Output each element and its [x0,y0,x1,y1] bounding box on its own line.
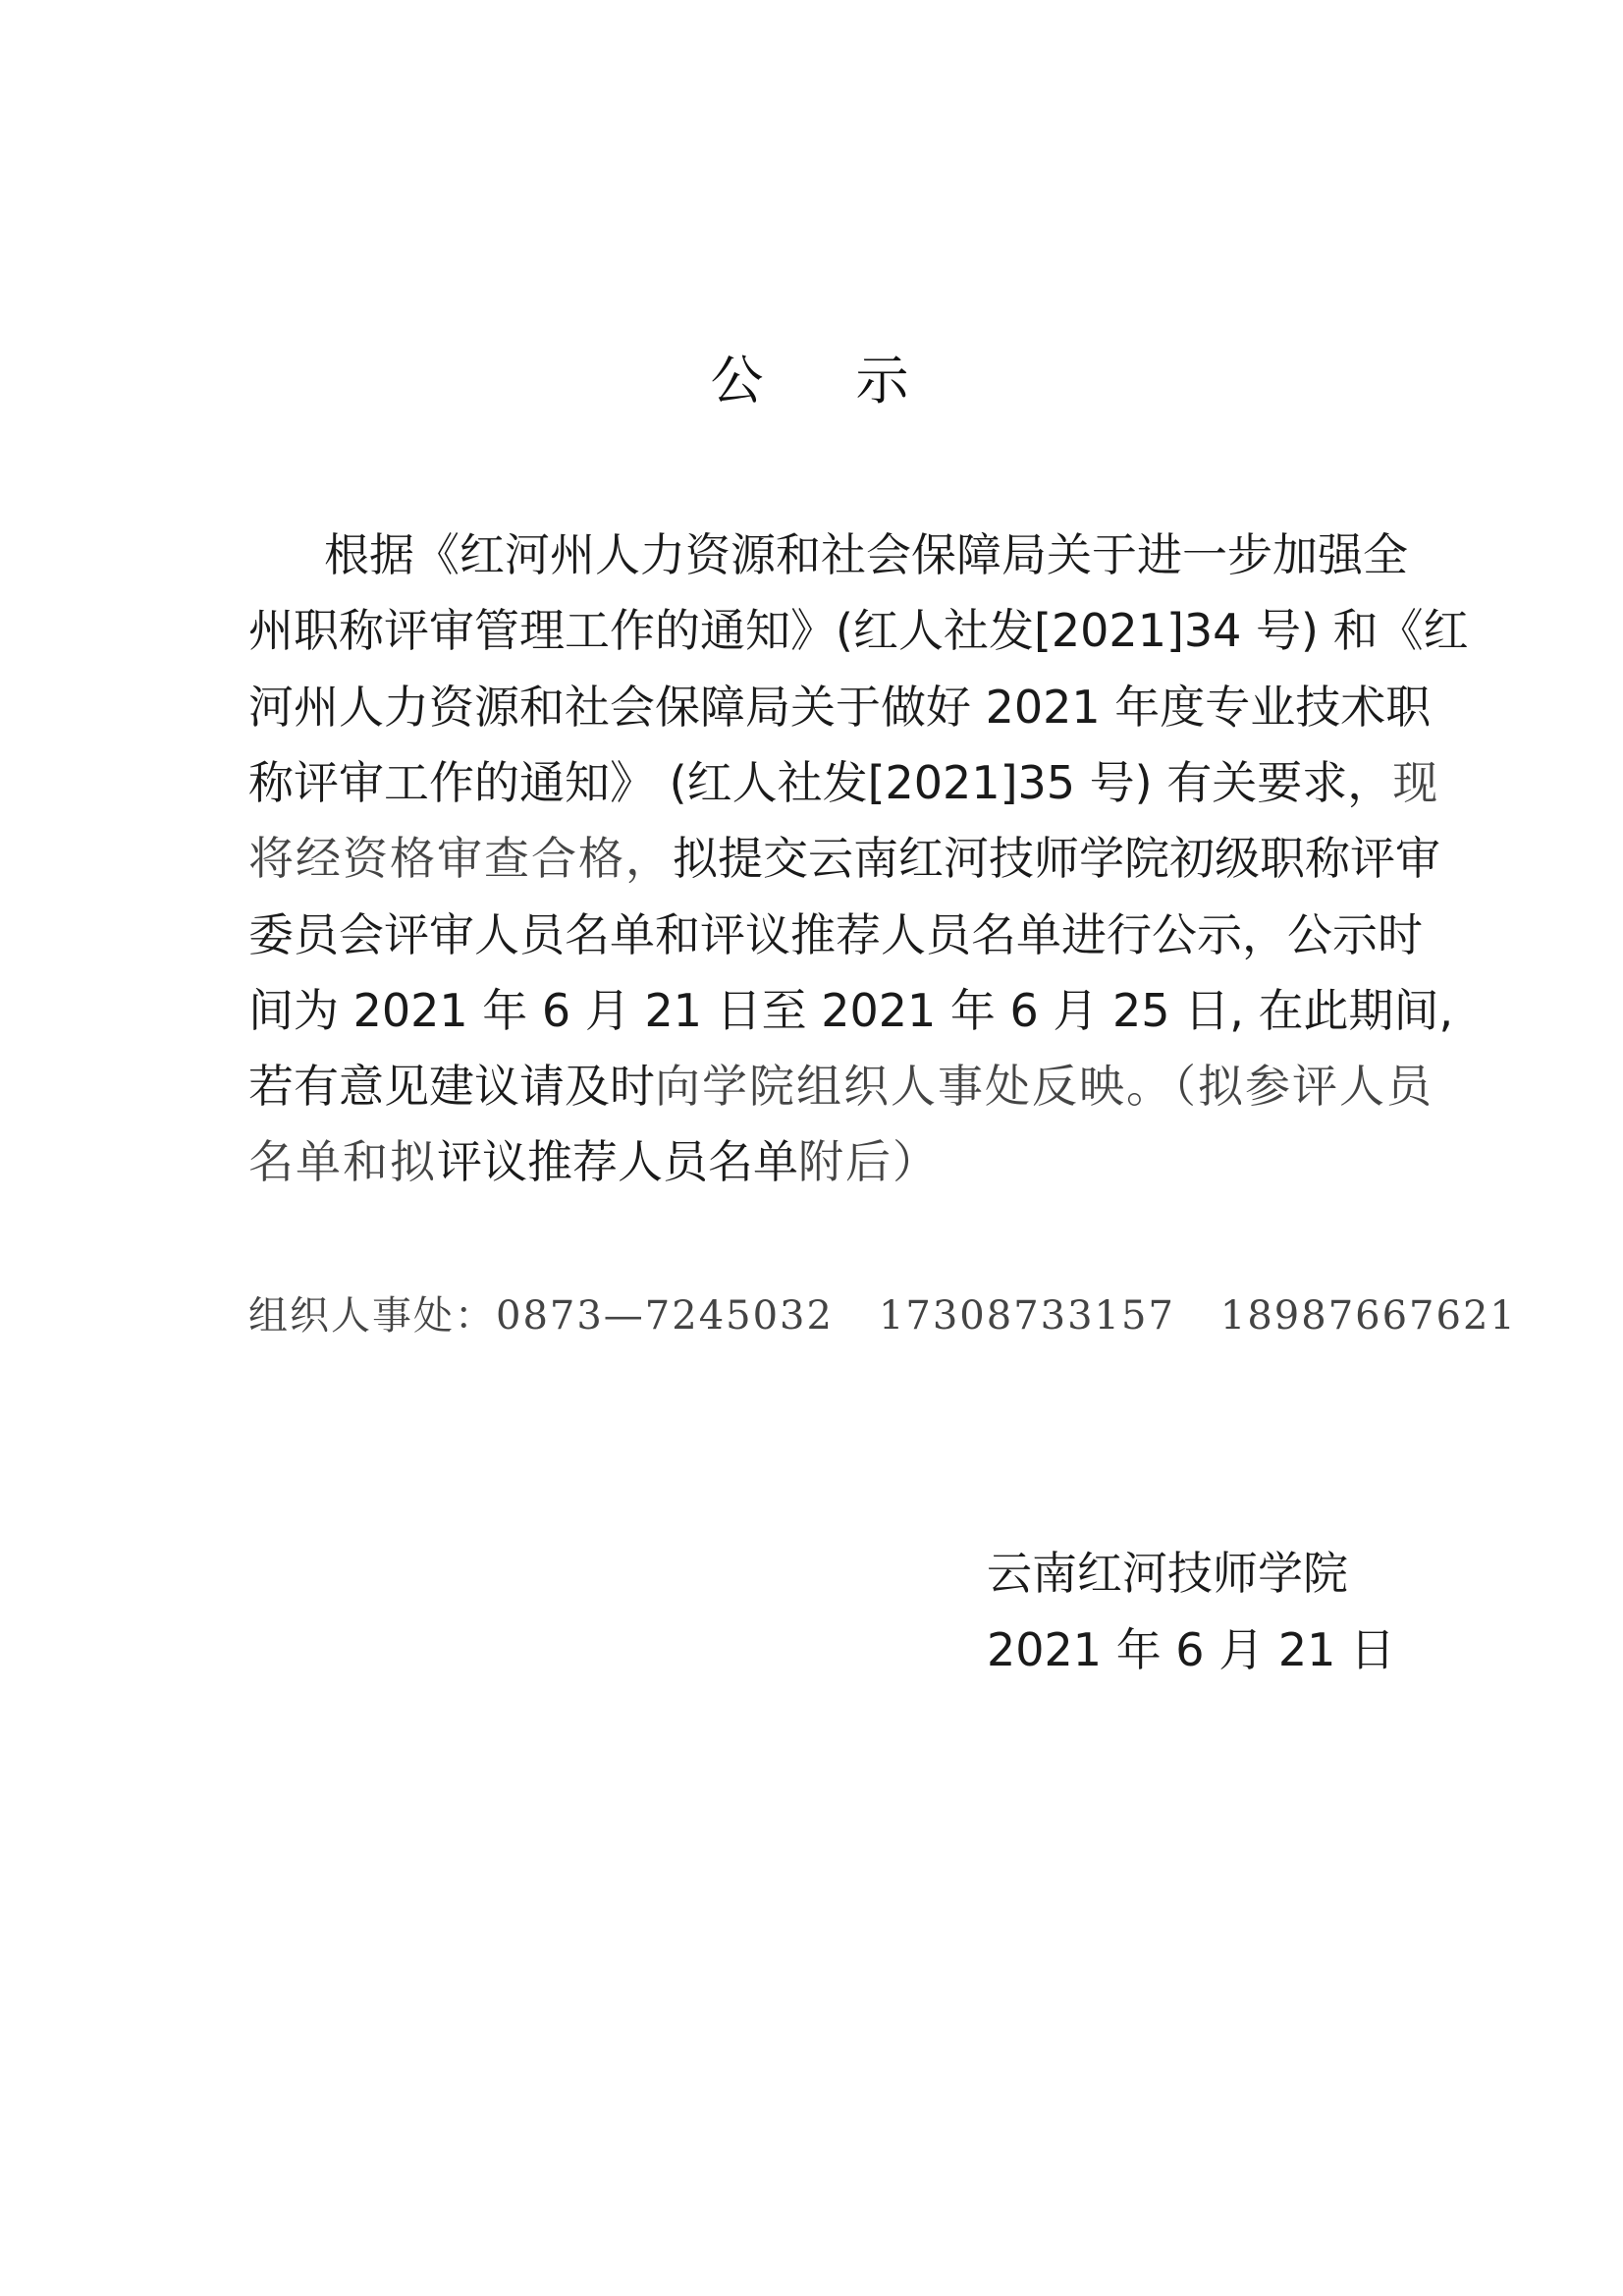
body-line-5-main: 拟提交云南红河技师学院初级职称评审 [673,832,1440,885]
body-line-8-tail: 向学院组织人事处反映。（拟参评人员 [655,1060,1434,1113]
contact-phone-2: 17308733157 [878,1293,1175,1339]
body-line-4-main: 称评审工作的通知》 (红人社发[2021]35 号) 有关要求， [248,756,1393,809]
body-line-4 [248,741,1440,824]
title-char-1: 公 [710,350,768,411]
body-line-3: 河州人力资源和社会保障局关于做好 2021 年度专业技术职 [248,681,1432,734]
contact-phone-1: 0873—7245032 [496,1293,834,1339]
body-line-9-main: 评议推荐人员名单 [437,1135,798,1188]
body-line-8 [248,1045,1434,1127]
contact-label: 组织人事处： [248,1293,496,1339]
title-char-2: 示 [855,350,913,411]
signature-org: 云南红河技师学院 [987,1547,1348,1600]
contact-phone-3: 18987667621 [1219,1293,1517,1339]
body-line-2: 州职称评审管理工作的通知》(红人社发[2021]34 号) 和《红 [248,604,1469,657]
body-line-9 [248,1121,1387,1203]
contact-line [248,1275,1517,1357]
signature-date: 2021 年 6 月 21 日 [987,1623,1395,1676]
body-line-5-lead: 将经资格审查合格， [248,832,673,885]
body-line-9-lead: 名单和拟 [248,1135,437,1188]
notice-title [0,339,1623,414]
body-line-9-tail: 附后） [798,1135,940,1188]
body-line-5 [248,817,1440,900]
body-line-6: 委员会评审人员名单和评议推荐人员名单进行公示，公示时 [248,908,1423,961]
body-line-8-main: 若有意见建议请及时 [248,1060,655,1113]
body-line-7: 间为 2021 年 6 月 21 日至 2021 年 6 月 25 日, 在此期间, [248,984,1454,1037]
body-line-1: 根据《红河州人力资源和社会保障局关于进一步加强全 [324,528,1408,581]
body-line-4-tail: 现 [1392,756,1440,809]
